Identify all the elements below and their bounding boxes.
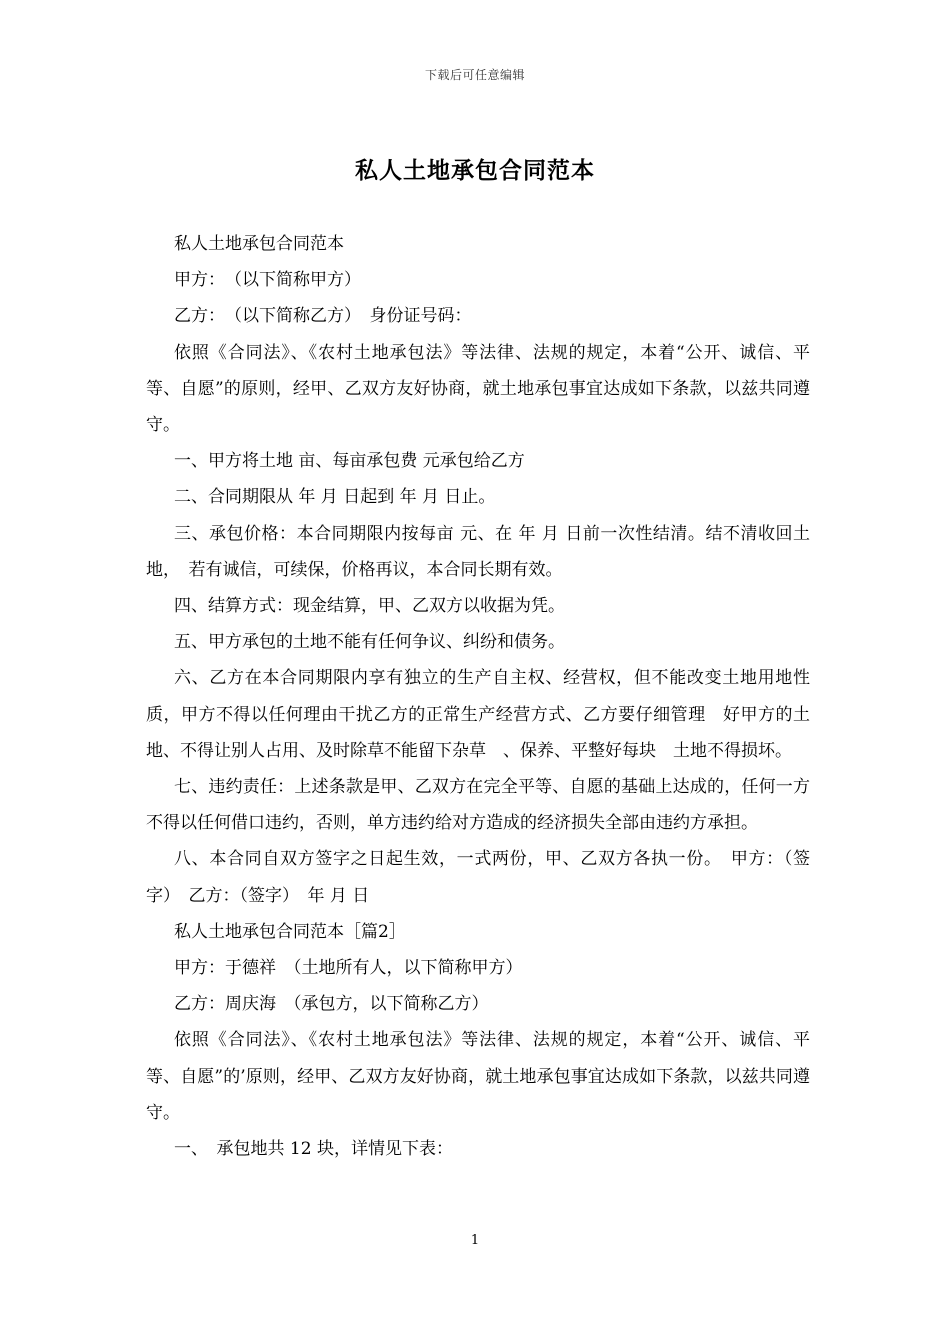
paragraph-party-a: 甲方： （以下简称甲方）: [174, 270, 361, 291]
paragraph-party-a-2: 甲方：于德祥 （土地所有人，以下简称甲方）: [174, 958, 523, 979]
document-body: [146, 226, 810, 1167]
paragraph-party-b-2: 乙方：周庆海 （承包方，以下简称乙方）: [174, 994, 489, 1015]
paragraph-subtitle: 私人土地承包合同范本: [174, 234, 344, 254]
clause-6: 六、乙方在本合同期限内享有独立的生产自主权、经营权，但不能改变土地用地性质，甲方不得以任何理由干扰乙方的正常生产经营方式、乙方要仔细管理 好甲方的土地、不得让别人占用、及时除草不能留下杂草 、保养、平整好每块 土地不得损坏。: [146, 668, 810, 761]
clause-3: 三、承包价格：本合同期限内按每亩 元、在 年 月 日前一次性结清。结不清收回土地， 若有诚信，可续保，价格再议，本合同长期有效。: [146, 523, 810, 580]
clause-1: 一、甲方将土地 亩、每亩承包费 元承包给乙方: [174, 451, 525, 472]
page-number: 1: [470, 1233, 480, 1248]
clause-7: 七、违约责任：上述条款是甲、乙双方在完全平等、自愿的基础上达成的，任何一方不得以任何借口违约，否则，单方违约给对方造成的经济损失全部由违约方承担。: [146, 777, 810, 834]
paragraph-preamble-2: 依照《合同法》、《农村土地承包法》等法律、法规的规定，本着“公开、诚信、平等、自愿”的’原则，经甲、乙双方友好协商，就土地承包事宜达成如下条款，以兹共同遵守。: [146, 1030, 810, 1123]
paragraph-section-2-title: 私人土地承包合同范本［篇2］: [174, 921, 406, 942]
paragraph-preamble: 依照《合同法》、《农村土地承包法》等法律、法规的规定，本着“公开、诚信、平等、自愿”的原则，经甲、乙双方友好协商，就土地承包事宜达成如下条款，以兹共同遵守。: [146, 342, 810, 436]
clause-4: 四、结算方式：现金结算，甲、乙双方以收据为凭。: [174, 596, 565, 617]
clause-5: 五、甲方承包的土地不能有任何争议、纠纷和债务。: [174, 632, 565, 653]
clause-2: 二、合同期限从 年 月 日起到 年 月 日止。: [174, 487, 496, 508]
document-title: 私人土地承包合同范本: [355, 157, 595, 184]
header-note: 下载后可任意编辑: [424, 68, 525, 82]
paragraph-party-b: 乙方： （以下简称乙方） 身份证号码：: [174, 306, 472, 327]
clause-8: 八、本合同自双方签字之日起生效，一式两份，甲、乙双方各执一份。 甲方：（签字） 乙方：（签字） 年 月 日: [146, 849, 810, 906]
clause-2-1: 一、 承包地共 12 块，详情见下表：: [174, 1139, 453, 1160]
